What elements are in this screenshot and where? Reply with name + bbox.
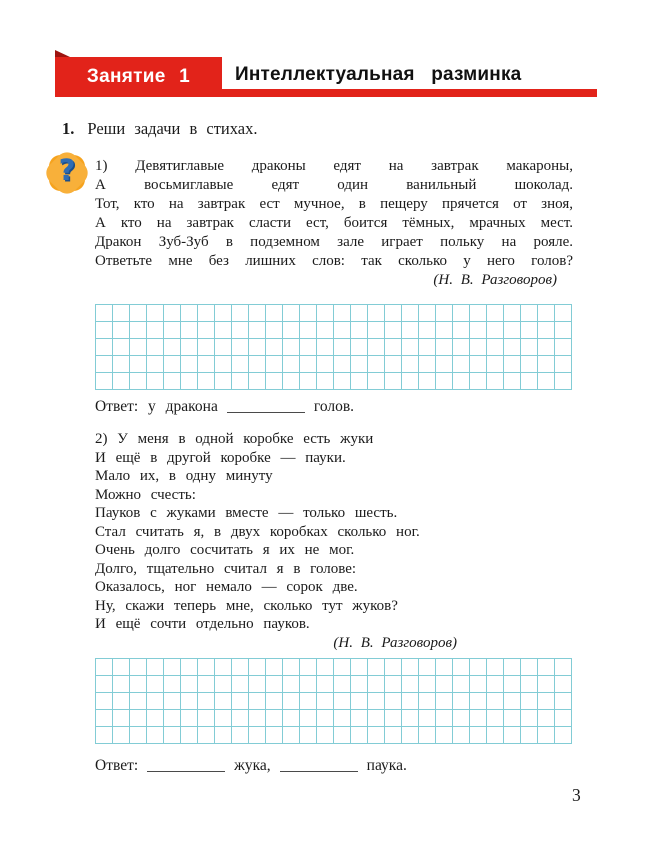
poem-line: Тот, кто на завтрак ест мучное, в пещеру прячется от зноя, <box>95 196 573 212</box>
task-heading <box>62 119 257 139</box>
task-instruction: Реши задачи в стихах. <box>87 119 258 138</box>
poem-line: Мало их, в одну минуту <box>95 468 273 484</box>
poem-line: Оказалось, ног немало — сорок две. <box>95 579 358 595</box>
answer-text: Ответ: <box>95 757 139 774</box>
poem-line: И ещё сочти отдельно пауков. <box>95 616 310 632</box>
poem-line: Долго, тщательно считал я в голове: <box>95 560 357 577</box>
answer-text: голов. <box>313 398 355 415</box>
task-number: 1. <box>62 119 75 138</box>
answer-text: жука, <box>234 757 271 774</box>
question-mark-icon <box>45 151 89 195</box>
answer-blank[interactable] <box>147 758 225 772</box>
lesson-tab-label: Занятие 1 <box>86 66 191 87</box>
poem-2 <box>95 430 573 652</box>
poem-line: Ответьте мне без лишних слов: так сколько у него голов? <box>95 253 573 269</box>
poem-line: Пауков с жуками вместе — только шесть. <box>95 505 398 521</box>
answer-grid-2[interactable] <box>95 658 572 744</box>
poem-line: И ещё в другой коробке — пауки. <box>95 449 346 466</box>
answer-line-2 <box>95 757 407 775</box>
banner-underline <box>222 89 597 97</box>
section-title: Интеллектуальная разминка <box>235 64 522 85</box>
lesson-tab <box>55 57 222 97</box>
poem-line: А восьмиглавые едят один ванильный шоколад. <box>95 177 573 193</box>
poem-line: 2) У меня в одной коробке есть жуки <box>95 431 374 447</box>
poem-line: Очень долго сосчитать я их не мог. <box>95 542 355 558</box>
poem-attribution: (Н. В. Разговоров) <box>333 634 457 651</box>
answer-text: Ответ: у дракона <box>95 398 218 415</box>
question-mark-glyph: ? <box>58 153 76 187</box>
poem-line: 1) Девятиглавые драконы едят на завтрак макароны, <box>95 158 573 174</box>
answer-line-1 <box>95 398 354 416</box>
ribbon-fold <box>55 50 70 57</box>
poem-attribution: (Н. В. Разговоров) <box>433 272 557 288</box>
poem-line: Стал считать я, в двух коробках сколько ног. <box>95 523 420 540</box>
poem-1 <box>95 157 573 290</box>
answer-blank[interactable] <box>280 758 358 772</box>
poem-line: Можно счесть: <box>95 486 196 503</box>
answer-text: паука. <box>366 757 407 774</box>
page-number: 3 <box>572 785 581 805</box>
answer-grid-1[interactable] <box>95 304 572 390</box>
poem-line: А кто на завтрак сласти ест, боится тёмных, мрачных мест. <box>95 215 573 231</box>
answer-blank[interactable] <box>227 399 305 413</box>
poem-line: Ну, скажи теперь мне, сколько тут жуков? <box>95 597 398 614</box>
lesson-banner <box>55 57 597 97</box>
poem-line: Дракон Зуб-Зуб в подземном зале играет польку на рояле. <box>95 234 573 250</box>
